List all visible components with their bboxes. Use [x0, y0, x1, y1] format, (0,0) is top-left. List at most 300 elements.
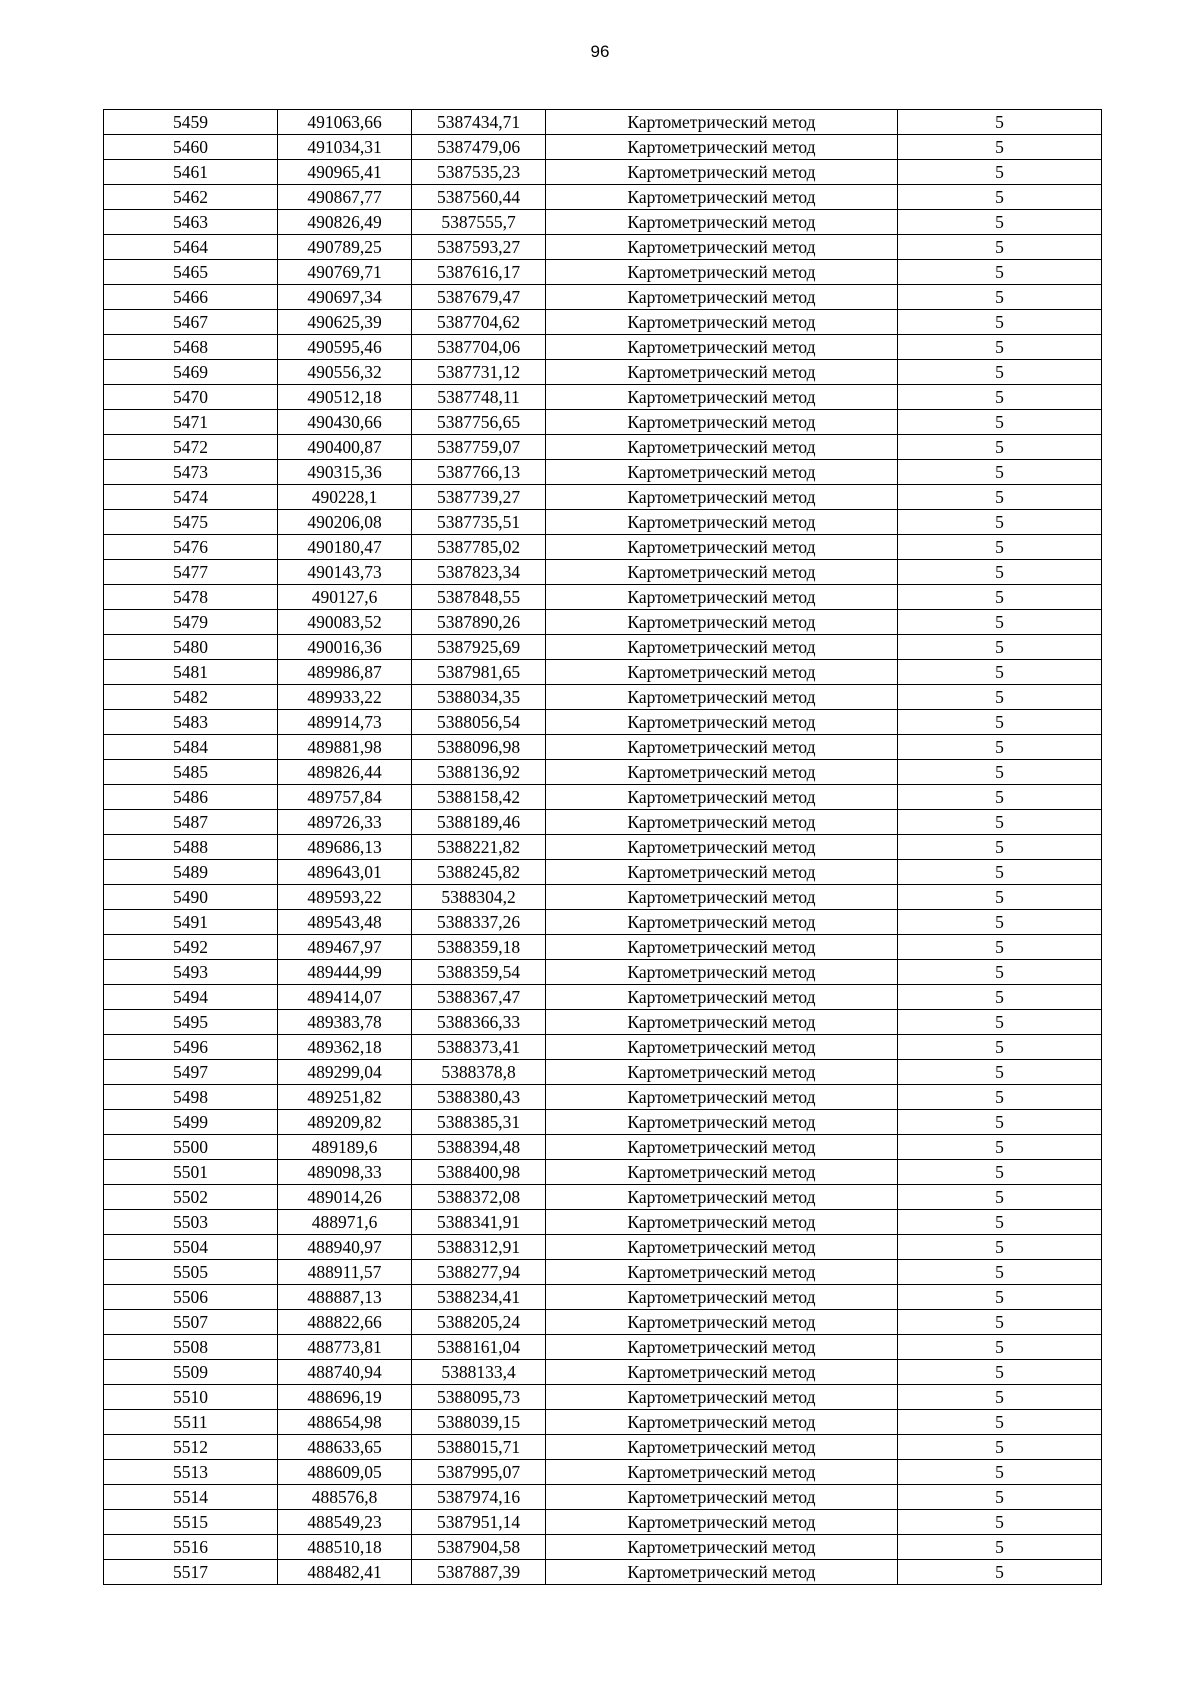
x-coordinate-cell: 489757,84	[278, 785, 412, 810]
x-coordinate-cell: 490180,47	[278, 535, 412, 560]
x-coordinate-cell: 490430,66	[278, 410, 412, 435]
accuracy-cell: 5	[898, 660, 1102, 685]
method-cell: Картометрический метод	[546, 1435, 898, 1460]
table-row	[104, 1285, 1102, 1310]
table-row	[104, 1235, 1102, 1260]
table-row	[104, 160, 1102, 185]
point-number-cell: 5495	[104, 1010, 278, 1035]
y-coordinate-cell: 5387785,02	[412, 535, 546, 560]
y-coordinate-cell: 5388095,73	[412, 1385, 546, 1410]
table-row	[104, 1435, 1102, 1460]
x-coordinate-cell: 489726,33	[278, 810, 412, 835]
accuracy-cell: 5	[898, 1210, 1102, 1235]
table-row	[104, 1335, 1102, 1360]
point-number-cell: 5510	[104, 1385, 278, 1410]
accuracy-cell: 5	[898, 1360, 1102, 1385]
table-row	[104, 1310, 1102, 1335]
y-coordinate-cell: 5387555,7	[412, 210, 546, 235]
method-cell: Картометрический метод	[546, 1460, 898, 1485]
accuracy-cell: 5	[898, 310, 1102, 335]
y-coordinate-cell: 5388400,98	[412, 1160, 546, 1185]
table-row	[104, 585, 1102, 610]
accuracy-cell: 5	[898, 1160, 1102, 1185]
table-row	[104, 710, 1102, 735]
y-coordinate-cell: 5388221,82	[412, 835, 546, 860]
table-row	[104, 1410, 1102, 1435]
method-cell: Картометрический метод	[546, 885, 898, 910]
x-coordinate-cell: 488576,8	[278, 1485, 412, 1510]
accuracy-cell: 5	[898, 610, 1102, 635]
method-cell: Картометрический метод	[546, 1035, 898, 1060]
table-row	[104, 685, 1102, 710]
table-row	[104, 1135, 1102, 1160]
method-cell: Картометрический метод	[546, 410, 898, 435]
point-number-cell: 5505	[104, 1260, 278, 1285]
method-cell: Картометрический метод	[546, 560, 898, 585]
method-cell: Картометрический метод	[546, 960, 898, 985]
table-row	[104, 885, 1102, 910]
point-number-cell: 5466	[104, 285, 278, 310]
point-number-cell: 5509	[104, 1360, 278, 1385]
y-coordinate-cell: 5388359,18	[412, 935, 546, 960]
x-coordinate-cell: 490143,73	[278, 560, 412, 585]
point-number-cell: 5470	[104, 385, 278, 410]
x-coordinate-cell: 488510,18	[278, 1535, 412, 1560]
method-cell: Картометрический метод	[546, 860, 898, 885]
method-cell: Картометрический метод	[546, 1085, 898, 1110]
point-number-cell: 5502	[104, 1185, 278, 1210]
method-cell: Картометрический метод	[546, 435, 898, 460]
accuracy-cell: 5	[898, 110, 1102, 135]
y-coordinate-cell: 5387887,39	[412, 1560, 546, 1585]
table-row	[104, 385, 1102, 410]
method-cell: Картометрический метод	[546, 235, 898, 260]
x-coordinate-cell: 489362,18	[278, 1035, 412, 1060]
accuracy-cell: 5	[898, 185, 1102, 210]
y-coordinate-cell: 5388378,8	[412, 1060, 546, 1085]
accuracy-cell: 5	[898, 960, 1102, 985]
method-cell: Картометрический метод	[546, 660, 898, 685]
x-coordinate-cell: 489299,04	[278, 1060, 412, 1085]
y-coordinate-cell: 5387616,17	[412, 260, 546, 285]
point-number-cell: 5473	[104, 460, 278, 485]
accuracy-cell: 5	[898, 835, 1102, 860]
accuracy-cell: 5	[898, 935, 1102, 960]
method-cell: Картометрический метод	[546, 210, 898, 235]
method-cell: Картометрический метод	[546, 135, 898, 160]
method-cell: Картометрический метод	[546, 1010, 898, 1035]
method-cell: Картометрический метод	[546, 935, 898, 960]
point-number-cell: 5494	[104, 985, 278, 1010]
point-number-cell: 5516	[104, 1535, 278, 1560]
y-coordinate-cell: 5388234,41	[412, 1285, 546, 1310]
table-row	[104, 535, 1102, 560]
table-row	[104, 835, 1102, 860]
x-coordinate-cell: 489686,13	[278, 835, 412, 860]
x-coordinate-cell: 490083,52	[278, 610, 412, 635]
y-coordinate-cell: 5387823,34	[412, 560, 546, 585]
table-row	[104, 210, 1102, 235]
accuracy-cell: 5	[898, 1285, 1102, 1310]
x-coordinate-cell: 490512,18	[278, 385, 412, 410]
coordinates-table-body	[104, 110, 1102, 1585]
method-cell: Картометрический метод	[546, 1485, 898, 1510]
table-row	[104, 335, 1102, 360]
point-number-cell: 5479	[104, 610, 278, 635]
table-row	[104, 360, 1102, 385]
method-cell: Картометрический метод	[546, 110, 898, 135]
accuracy-cell: 5	[898, 1260, 1102, 1285]
accuracy-cell: 5	[898, 135, 1102, 160]
y-coordinate-cell: 5388367,47	[412, 985, 546, 1010]
method-cell: Картометрический метод	[546, 1185, 898, 1210]
x-coordinate-cell: 490867,77	[278, 185, 412, 210]
y-coordinate-cell: 5387704,06	[412, 335, 546, 360]
x-coordinate-cell: 489881,98	[278, 735, 412, 760]
method-cell: Картометрический метод	[546, 1410, 898, 1435]
y-coordinate-cell: 5387731,12	[412, 360, 546, 385]
point-number-cell: 5514	[104, 1485, 278, 1510]
method-cell: Картометрический метод	[546, 285, 898, 310]
method-cell: Картометрический метод	[546, 1310, 898, 1335]
y-coordinate-cell: 5388380,43	[412, 1085, 546, 1110]
point-number-cell: 5503	[104, 1210, 278, 1235]
point-number-cell: 5472	[104, 435, 278, 460]
point-number-cell: 5480	[104, 635, 278, 660]
point-number-cell: 5487	[104, 810, 278, 835]
point-number-cell: 5463	[104, 210, 278, 235]
method-cell: Картометрический метод	[546, 685, 898, 710]
accuracy-cell: 5	[898, 1335, 1102, 1360]
x-coordinate-cell: 490127,6	[278, 585, 412, 610]
method-cell: Картометрический метод	[546, 160, 898, 185]
table-row	[104, 1360, 1102, 1385]
point-number-cell: 5507	[104, 1310, 278, 1335]
table-row	[104, 1210, 1102, 1235]
table-row	[104, 1160, 1102, 1185]
y-coordinate-cell: 5388039,15	[412, 1410, 546, 1435]
point-number-cell: 5498	[104, 1085, 278, 1110]
point-number-cell: 5513	[104, 1460, 278, 1485]
table-row	[104, 1085, 1102, 1110]
point-number-cell: 5465	[104, 260, 278, 285]
x-coordinate-cell: 489914,73	[278, 710, 412, 735]
point-number-cell: 5481	[104, 660, 278, 685]
table-row	[104, 285, 1102, 310]
y-coordinate-cell: 5387593,27	[412, 235, 546, 260]
accuracy-cell: 5	[898, 585, 1102, 610]
x-coordinate-cell: 489593,22	[278, 885, 412, 910]
point-number-cell: 5461	[104, 160, 278, 185]
accuracy-cell: 5	[898, 710, 1102, 735]
accuracy-cell: 5	[898, 460, 1102, 485]
y-coordinate-cell: 5388312,91	[412, 1235, 546, 1260]
x-coordinate-cell: 490789,25	[278, 235, 412, 260]
x-coordinate-cell: 489189,6	[278, 1135, 412, 1160]
y-coordinate-cell: 5388133,4	[412, 1360, 546, 1385]
y-coordinate-cell: 5387479,06	[412, 135, 546, 160]
table-row	[104, 510, 1102, 535]
method-cell: Картометрический метод	[546, 710, 898, 735]
method-cell: Картометрический метод	[546, 510, 898, 535]
y-coordinate-cell: 5387679,47	[412, 285, 546, 310]
point-number-cell: 5488	[104, 835, 278, 860]
table-row	[104, 410, 1102, 435]
table-row	[104, 935, 1102, 960]
point-number-cell: 5517	[104, 1560, 278, 1585]
x-coordinate-cell: 489383,78	[278, 1010, 412, 1035]
y-coordinate-cell: 5388158,42	[412, 785, 546, 810]
accuracy-cell: 5	[898, 210, 1102, 235]
y-coordinate-cell: 5387925,69	[412, 635, 546, 660]
method-cell: Картометрический метод	[546, 460, 898, 485]
table-row	[104, 910, 1102, 935]
point-number-cell: 5485	[104, 760, 278, 785]
x-coordinate-cell: 491063,66	[278, 110, 412, 135]
x-coordinate-cell: 489543,48	[278, 910, 412, 935]
y-coordinate-cell: 5387981,65	[412, 660, 546, 685]
y-coordinate-cell: 5388015,71	[412, 1435, 546, 1460]
accuracy-cell: 5	[898, 1035, 1102, 1060]
x-coordinate-cell: 488696,19	[278, 1385, 412, 1410]
x-coordinate-cell: 489251,82	[278, 1085, 412, 1110]
method-cell: Картометрический метод	[546, 535, 898, 560]
y-coordinate-cell: 5388136,92	[412, 760, 546, 785]
x-coordinate-cell: 489209,82	[278, 1110, 412, 1135]
x-coordinate-cell: 488971,6	[278, 1210, 412, 1235]
accuracy-cell: 5	[898, 410, 1102, 435]
method-cell: Картометрический метод	[546, 1335, 898, 1360]
y-coordinate-cell: 5387848,55	[412, 585, 546, 610]
x-coordinate-cell: 488654,98	[278, 1410, 412, 1435]
x-coordinate-cell: 490206,08	[278, 510, 412, 535]
point-number-cell: 5474	[104, 485, 278, 510]
y-coordinate-cell: 5388161,04	[412, 1335, 546, 1360]
accuracy-cell: 5	[898, 910, 1102, 935]
accuracy-cell: 5	[898, 1410, 1102, 1435]
accuracy-cell: 5	[898, 1185, 1102, 1210]
accuracy-cell: 5	[898, 1235, 1102, 1260]
point-number-cell: 5496	[104, 1035, 278, 1060]
point-number-cell: 5469	[104, 360, 278, 385]
x-coordinate-cell: 490228,1	[278, 485, 412, 510]
y-coordinate-cell: 5387535,23	[412, 160, 546, 185]
y-coordinate-cell: 5387904,58	[412, 1535, 546, 1560]
y-coordinate-cell: 5387756,65	[412, 410, 546, 435]
point-number-cell: 5493	[104, 960, 278, 985]
x-coordinate-cell: 489826,44	[278, 760, 412, 785]
accuracy-cell: 5	[898, 485, 1102, 510]
accuracy-cell: 5	[898, 785, 1102, 810]
y-coordinate-cell: 5387995,07	[412, 1460, 546, 1485]
table-row	[104, 1485, 1102, 1510]
y-coordinate-cell: 5387766,13	[412, 460, 546, 485]
x-coordinate-cell: 489986,87	[278, 660, 412, 685]
method-cell: Картометрический метод	[546, 360, 898, 385]
method-cell: Картометрический метод	[546, 1210, 898, 1235]
accuracy-cell: 5	[898, 160, 1102, 185]
table-row	[104, 735, 1102, 760]
y-coordinate-cell: 5388372,08	[412, 1185, 546, 1210]
accuracy-cell: 5	[898, 735, 1102, 760]
x-coordinate-cell: 488740,94	[278, 1360, 412, 1385]
x-coordinate-cell: 490016,36	[278, 635, 412, 660]
accuracy-cell: 5	[898, 635, 1102, 660]
y-coordinate-cell: 5387759,07	[412, 435, 546, 460]
y-coordinate-cell: 5388373,41	[412, 1035, 546, 1060]
accuracy-cell: 5	[898, 760, 1102, 785]
accuracy-cell: 5	[898, 885, 1102, 910]
accuracy-cell: 5	[898, 1010, 1102, 1035]
y-coordinate-cell: 5388277,94	[412, 1260, 546, 1285]
y-coordinate-cell: 5388359,54	[412, 960, 546, 985]
table-row	[104, 960, 1102, 985]
y-coordinate-cell: 5387951,14	[412, 1510, 546, 1535]
table-row	[104, 1460, 1102, 1485]
point-number-cell: 5500	[104, 1135, 278, 1160]
x-coordinate-cell: 488549,23	[278, 1510, 412, 1535]
method-cell: Картометрический метод	[546, 810, 898, 835]
table-row	[104, 1010, 1102, 1035]
x-coordinate-cell: 488773,81	[278, 1335, 412, 1360]
method-cell: Картометрический метод	[546, 585, 898, 610]
point-number-cell: 5475	[104, 510, 278, 535]
accuracy-cell: 5	[898, 260, 1102, 285]
accuracy-cell: 5	[898, 1135, 1102, 1160]
method-cell: Картометрический метод	[546, 1235, 898, 1260]
method-cell: Картометрический метод	[546, 1110, 898, 1135]
table-row	[104, 610, 1102, 635]
method-cell: Картометрический метод	[546, 385, 898, 410]
y-coordinate-cell: 5387735,51	[412, 510, 546, 535]
method-cell: Картометрический метод	[546, 1260, 898, 1285]
point-number-cell: 5467	[104, 310, 278, 335]
method-cell: Картометрический метод	[546, 1510, 898, 1535]
x-coordinate-cell: 490595,46	[278, 335, 412, 360]
table-row	[104, 1185, 1102, 1210]
method-cell: Картометрический метод	[546, 1560, 898, 1585]
point-number-cell: 5501	[104, 1160, 278, 1185]
point-number-cell: 5462	[104, 185, 278, 210]
method-cell: Картометрический метод	[546, 1385, 898, 1410]
y-coordinate-cell: 5387560,44	[412, 185, 546, 210]
table-row	[104, 110, 1102, 135]
accuracy-cell: 5	[898, 1310, 1102, 1335]
y-coordinate-cell: 5388096,98	[412, 735, 546, 760]
y-coordinate-cell: 5387748,11	[412, 385, 546, 410]
method-cell: Картометрический метод	[546, 610, 898, 635]
table-row	[104, 235, 1102, 260]
method-cell: Картометрический метод	[546, 1135, 898, 1160]
y-coordinate-cell: 5387974,16	[412, 1485, 546, 1510]
method-cell: Картометрический метод	[546, 1060, 898, 1085]
accuracy-cell: 5	[898, 985, 1102, 1010]
table-row	[104, 1110, 1102, 1135]
x-coordinate-cell: 489098,33	[278, 1160, 412, 1185]
table-row	[104, 1560, 1102, 1585]
method-cell: Картометрический метод	[546, 185, 898, 210]
point-number-cell: 5499	[104, 1110, 278, 1135]
accuracy-cell: 5	[898, 1535, 1102, 1560]
table-row	[104, 1060, 1102, 1085]
accuracy-cell: 5	[898, 235, 1102, 260]
y-coordinate-cell: 5387890,26	[412, 610, 546, 635]
point-number-cell: 5486	[104, 785, 278, 810]
x-coordinate-cell: 491034,31	[278, 135, 412, 160]
accuracy-cell: 5	[898, 385, 1102, 410]
table-row	[104, 560, 1102, 585]
x-coordinate-cell: 489414,07	[278, 985, 412, 1010]
accuracy-cell: 5	[898, 435, 1102, 460]
y-coordinate-cell: 5388341,91	[412, 1210, 546, 1235]
point-number-cell: 5476	[104, 535, 278, 560]
x-coordinate-cell: 490315,36	[278, 460, 412, 485]
accuracy-cell: 5	[898, 335, 1102, 360]
point-number-cell: 5490	[104, 885, 278, 910]
method-cell: Картометрический метод	[546, 310, 898, 335]
accuracy-cell: 5	[898, 810, 1102, 835]
method-cell: Картометрический метод	[546, 785, 898, 810]
method-cell: Картометрический метод	[546, 635, 898, 660]
point-number-cell: 5459	[104, 110, 278, 135]
y-coordinate-cell: 5388034,35	[412, 685, 546, 710]
point-number-cell: 5512	[104, 1435, 278, 1460]
method-cell: Картометрический метод	[546, 985, 898, 1010]
method-cell: Картометрический метод	[546, 735, 898, 760]
point-number-cell: 5515	[104, 1510, 278, 1535]
x-coordinate-cell: 489014,26	[278, 1185, 412, 1210]
point-number-cell: 5460	[104, 135, 278, 160]
x-coordinate-cell: 489444,99	[278, 960, 412, 985]
method-cell: Картометрический метод	[546, 260, 898, 285]
point-number-cell: 5482	[104, 685, 278, 710]
method-cell: Картометрический метод	[546, 1535, 898, 1560]
x-coordinate-cell: 488911,57	[278, 1260, 412, 1285]
method-cell: Картометрический метод	[546, 1285, 898, 1310]
table-row	[104, 635, 1102, 660]
y-coordinate-cell: 5388304,2	[412, 885, 546, 910]
table-row	[104, 1035, 1102, 1060]
page-number: 96	[590, 42, 610, 61]
table-row	[104, 1385, 1102, 1410]
point-number-cell: 5489	[104, 860, 278, 885]
x-coordinate-cell: 488633,65	[278, 1435, 412, 1460]
table-row	[104, 660, 1102, 685]
point-number-cell: 5504	[104, 1235, 278, 1260]
y-coordinate-cell: 5388189,46	[412, 810, 546, 835]
y-coordinate-cell: 5388245,82	[412, 860, 546, 885]
method-cell: Картометрический метод	[546, 485, 898, 510]
x-coordinate-cell: 488940,97	[278, 1235, 412, 1260]
accuracy-cell: 5	[898, 1110, 1102, 1135]
point-number-cell: 5511	[104, 1410, 278, 1435]
method-cell: Картометрический метод	[546, 335, 898, 360]
x-coordinate-cell: 488482,41	[278, 1560, 412, 1585]
accuracy-cell: 5	[898, 1510, 1102, 1535]
accuracy-cell: 5	[898, 1485, 1102, 1510]
y-coordinate-cell: 5387704,62	[412, 310, 546, 335]
y-coordinate-cell: 5387739,27	[412, 485, 546, 510]
method-cell: Картометрический метод	[546, 1160, 898, 1185]
table-row	[104, 810, 1102, 835]
point-number-cell: 5508	[104, 1335, 278, 1360]
accuracy-cell: 5	[898, 535, 1102, 560]
accuracy-cell: 5	[898, 1460, 1102, 1485]
table-row	[104, 785, 1102, 810]
point-number-cell: 5497	[104, 1060, 278, 1085]
x-coordinate-cell: 489467,97	[278, 935, 412, 960]
point-number-cell: 5506	[104, 1285, 278, 1310]
